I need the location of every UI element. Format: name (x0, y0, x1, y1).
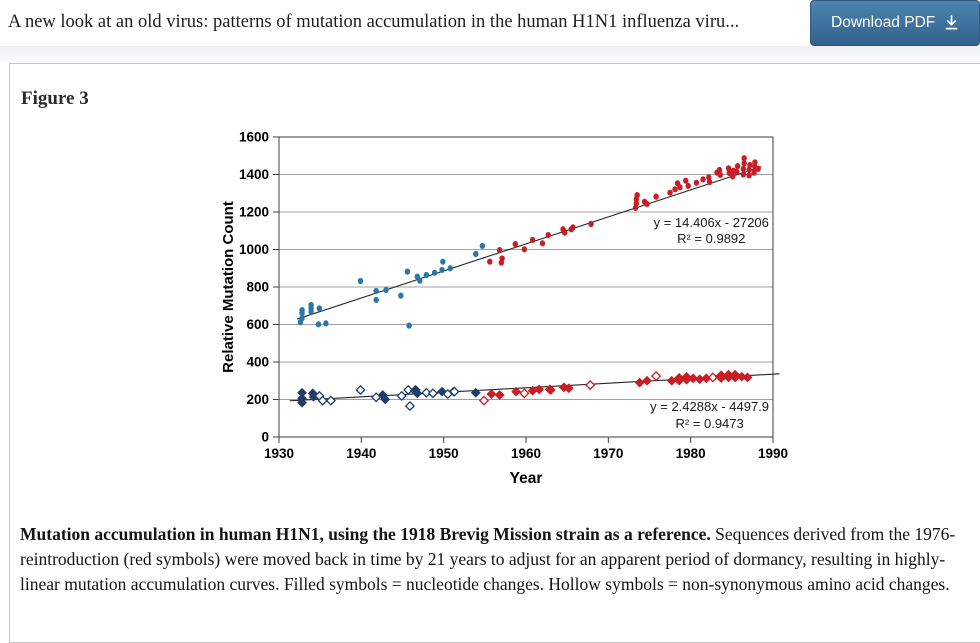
topbar-shadow (0, 46, 980, 63)
top-bar (0, 0, 980, 46)
svg-text:1930: 1930 (263, 446, 295, 461)
svg-text:600: 600 (246, 317, 269, 332)
svg-text:1940: 1940 (346, 446, 377, 461)
mutation-accumulation-chart (0, 118, 980, 508)
caption-body: Sequences derived from the 1976-reintroduction (red symbols) were moved back in time by 21 years to adjust for an apparent period of dormancy, resulting in highly-linear mutation accumulation curves. Filled symbols = nucleotide changes. Hollow symbols = non-synonymous amino acid changes. (20, 524, 956, 594)
figure-heading: Figure 3 (21, 88, 89, 109)
svg-text:1970: 1970 (593, 446, 624, 461)
svg-text:1400: 1400 (238, 167, 269, 182)
chart-canvas (0, 118, 980, 508)
svg-text:1000: 1000 (238, 242, 269, 257)
svg-text:1950: 1950 (428, 446, 459, 461)
figure-caption (20, 522, 966, 597)
svg-text:1980: 1980 (675, 446, 706, 461)
page-title: A new look at an old virus: patterns of mutation accumulation in the human H1N1 influenza viru... (8, 12, 740, 32)
svg-text:200: 200 (246, 392, 269, 407)
svg-text:R² = 0.9892: R² = 0.9892 (677, 230, 746, 246)
svg-text:1200: 1200 (238, 204, 269, 220)
svg-text:400: 400 (246, 354, 269, 370)
svg-text:y = 2.4288x - 4497.9: y = 2.4288x - 4497.9 (650, 398, 770, 414)
caption-bold-lead: Mutation accumulation in human H1N1, using the 1918 Brevig Mission strain as a reference. (20, 524, 711, 544)
svg-text:Year: Year (509, 470, 543, 487)
svg-text:1960: 1960 (510, 446, 542, 461)
download-pdf-button[interactable] (810, 0, 980, 46)
svg-text:1990: 1990 (757, 446, 789, 461)
svg-text:Relative Mutation Count: Relative Mutation Count (220, 201, 237, 373)
svg-text:800: 800 (246, 279, 269, 295)
download-button-label: Download PDF (831, 14, 936, 31)
svg-text:y = 14.406x - 27206: y = 14.406x - 27206 (653, 215, 769, 230)
svg-text:1600: 1600 (238, 129, 269, 145)
svg-text:0: 0 (261, 429, 269, 445)
svg-text:R² = 0.9473: R² = 0.9473 (675, 416, 744, 431)
download-icon (944, 15, 959, 31)
